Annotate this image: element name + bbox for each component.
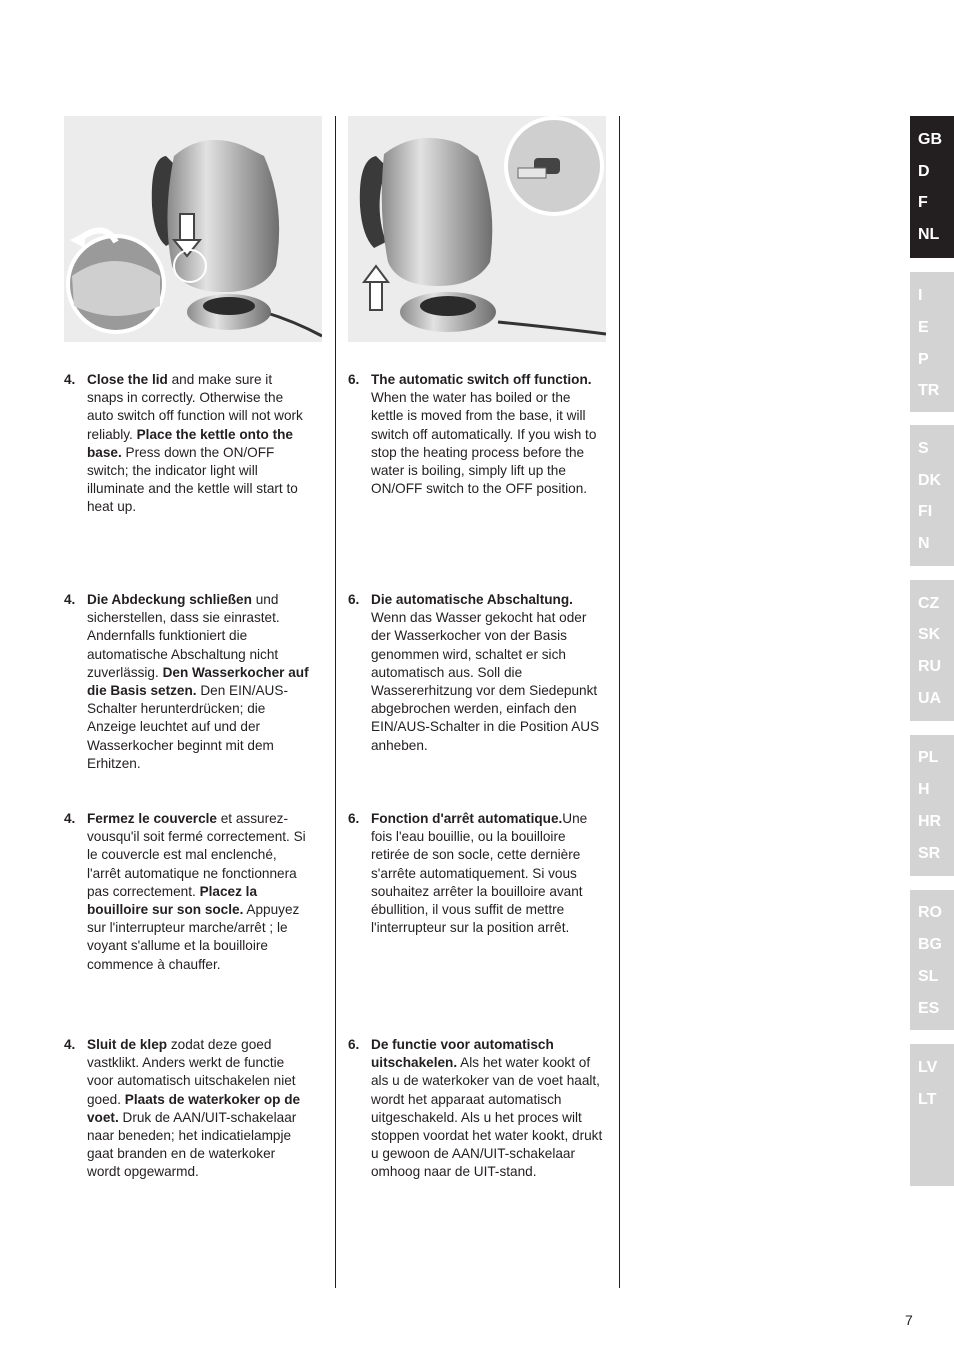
step-text-bold: Fermez le couvercle (87, 811, 217, 826)
step-text: Als het water kookt of als u de waterkoker van de voet haalt, wordt het apparaat automatisch uitgeschakeld. Als u het proces wilt stoppen voordat het water kookt, drukt u gewoon de AAN/UIT-schakelaar omhoog naar de UIT-stand. (371, 1055, 603, 1180)
language-code[interactable]: RU (918, 658, 942, 675)
language-code[interactable]: H (918, 781, 930, 798)
step-text-bold: Die automatische Abschaltung. (371, 592, 573, 607)
step-text: und sicherstellen, dass sie einrastet. Andernfalls funktioniert die automatische Abschaltung nicht zuverlässig. (87, 592, 280, 680)
step-text: Appuyez sur l'interrupteur marche/arrêt ; le voyant s'allume et la bouilloire commence à chauffer. (87, 902, 300, 972)
language-code[interactable]: NL (918, 226, 940, 243)
language-code[interactable]: S (918, 440, 929, 457)
language-tab-group-1[interactable] (910, 116, 954, 258)
step-text: Une fois l'eau bouillie, ou la bouilloire retirée de son socle, cette dernière s'arrête automatiquement. Si vous souhaitez arrêter la bouilloire avant ébullition, il vous suffit de mettre l'interrupteur sur la position arrêt. (371, 811, 588, 936)
page-number: 7 (905, 1312, 913, 1328)
language-tab-group-7[interactable] (910, 1044, 954, 1186)
column-divider (619, 116, 620, 1288)
step-number: 6. (348, 811, 360, 826)
language-code[interactable]: SK (918, 626, 941, 643)
language-code[interactable]: E (918, 319, 929, 336)
column-divider (335, 116, 336, 1288)
step-text: zodat deze goed vastklikt. Anders werkt de functie voor automatisch uitschakelen niet goed. (87, 1037, 296, 1107)
step-text-bold: Sluit de klep (87, 1037, 168, 1052)
step-number: 6. (348, 1037, 360, 1052)
step-text: Den EIN/AUS-Schalter herunterdrücken; die Anzeige leuchtet auf und der Wasserkocher beginnt mit dem Erhitzen. (87, 683, 288, 771)
step-text-bold: Die Abdeckung schließen (87, 592, 252, 607)
step-auto-off-fr (348, 810, 606, 937)
step-number: 6. (348, 372, 360, 387)
step-number: 4. (64, 1037, 76, 1052)
step-close-lid-de (64, 591, 310, 773)
language-code[interactable]: N (918, 535, 930, 552)
step-text-bold: Den Wasserkocher auf die Basis setzen. (87, 664, 309, 699)
language-code[interactable]: CZ (918, 595, 940, 612)
step-text: When the water has boiled or the kettle is moved from the base, it will switch off automatically. If you wish to stop the heating process before the water is boiling, simply lift up the ON/OFF switch to the OFF position. (371, 390, 597, 497)
language-code[interactable]: BG (918, 936, 942, 953)
step-auto-off-de (348, 591, 606, 755)
language-tab-group-5[interactable] (910, 735, 954, 876)
language-code[interactable]: PL (918, 749, 939, 766)
language-code[interactable]: P (918, 351, 929, 368)
language-code[interactable]: FI (918, 503, 933, 520)
step-text: Wenn das Wasser gekocht hat oder der Wasserkocher von der Basis genommen wird, schaltet er sich automatisch aus. Soll die Wassererhitzung vor dem Siedepunkt abgebrochen werden, einfach den EIN/AUS-Schalter in die Position AUS anheben. (371, 610, 600, 753)
language-code[interactable]: GB (918, 131, 942, 148)
kettle-switch-off-illustration (348, 116, 606, 342)
kettle-close-lid-illustration (64, 116, 322, 342)
step-auto-off-en (348, 371, 606, 498)
step-close-lid-nl (64, 1036, 310, 1182)
language-code[interactable]: F (918, 194, 928, 211)
step-text: Press down the ON/OFF switch; the indicator light will illuminate and the kettle will start to heat up. (87, 444, 298, 515)
step-number: 4. (64, 372, 76, 387)
language-code[interactable]: SR (918, 845, 941, 862)
kettle-image (64, 116, 322, 342)
language-tab-group-2[interactable] (910, 272, 954, 412)
language-code[interactable]: ES (918, 1000, 940, 1017)
step-text-bold: Place the kettle onto the base. (87, 426, 293, 460)
step-close-lid-en (64, 371, 310, 517)
language-code[interactable]: HR (918, 813, 942, 830)
step-text: et assurez-vousqu'il soit fermé correctement. Si le couvercle est mal enclenché, l'arrêt automatique ne fonctionnera pas correctement. (87, 811, 306, 899)
step-close-lid-fr (64, 810, 310, 974)
language-code[interactable]: SL (918, 968, 939, 985)
step-number: 6. (348, 592, 360, 607)
step-number: 4. (64, 811, 76, 826)
language-tab-group-3[interactable] (910, 425, 954, 566)
step-text: and make sure it snaps in correctly. Otherwise the auto switch off function will not work reliably. (87, 372, 303, 442)
step-text-bold: Plaats de waterkoker op de voet. (87, 1091, 301, 1125)
step-text: Druk de AAN/UIT-schakelaar naar beneden; het indicatielampje gaat branden en de waterkoker wordt opgewarmd. (87, 1109, 297, 1180)
step-text-bold: Fonction d'arrêt automatique. (371, 811, 563, 826)
language-code[interactable]: LT (918, 1091, 937, 1108)
step-auto-off-nl (348, 1036, 606, 1182)
kettle-image (348, 116, 606, 342)
language-code[interactable]: D (918, 163, 930, 180)
step-text-bold: Placez la bouilloire sur son socle. (87, 883, 258, 918)
step-text-bold: The automatic switch off function. (371, 372, 592, 387)
language-code[interactable]: TR (918, 382, 940, 399)
language-tab-group-6[interactable] (910, 890, 954, 1030)
language-code[interactable]: I (918, 287, 923, 304)
language-code[interactable]: RO (918, 904, 942, 921)
step-number: 4. (64, 592, 76, 607)
language-code[interactable]: DK (918, 472, 942, 489)
language-tab-group-4[interactable] (910, 580, 954, 721)
language-code[interactable]: LV (918, 1059, 938, 1076)
step-text-bold: Close the lid (87, 372, 168, 387)
step-text-bold: De functie voor automatisch uitschakelen. (371, 1037, 554, 1071)
language-code[interactable]: UA (918, 690, 942, 707)
